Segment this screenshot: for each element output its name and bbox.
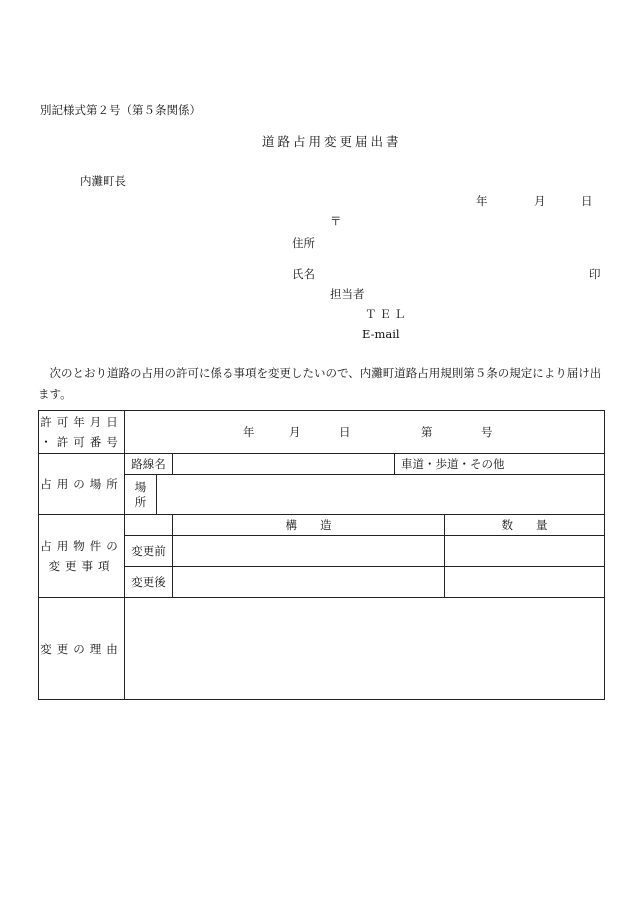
place-input[interactable] — [157, 475, 605, 515]
route-name-label: 路線名 — [125, 454, 173, 475]
structure-header: 構 造 — [173, 515, 445, 536]
permit-label-cell — [39, 411, 125, 454]
form-reference: 別記様式第２号（第５条関係） — [40, 103, 201, 117]
change-items-label-cell — [39, 515, 125, 598]
date-month-label: 月 — [534, 194, 546, 208]
change-label-line1: 占用物件の — [40, 539, 123, 553]
contact-person-label: 担当者 — [330, 287, 365, 301]
permit-month-label: 月 — [289, 425, 301, 439]
before-structure-input[interactable] — [173, 536, 445, 567]
address-label: 住所 — [292, 236, 315, 250]
email-label: E-mail — [362, 327, 400, 341]
date-day-label: 日 — [581, 194, 593, 208]
reason-label: 変更の理由 — [39, 598, 125, 700]
name-label: 氏名 — [292, 267, 315, 281]
tel-label: ＴＥＬ — [365, 307, 409, 321]
permit-no-suffix: 号 — [481, 425, 493, 439]
route-name-input[interactable] — [173, 454, 395, 475]
reason-input[interactable] — [125, 598, 605, 700]
body-paragraph: 次のとおり道路の占用の許可に係る事項を変更したいので、内灘町道路占用規則第５条の規定により届け出ます。 — [38, 366, 602, 401]
change-details-table — [38, 410, 605, 700]
change-header-row — [39, 515, 605, 536]
route-row — [39, 454, 605, 475]
before-quantity-input[interactable] — [445, 536, 605, 567]
permit-label-line2: ・許可番号 — [40, 435, 123, 449]
before-label: 変更前 — [125, 536, 173, 567]
quantity-header: 数 量 — [445, 515, 605, 536]
document-title: 道路占用変更届出書 — [262, 134, 402, 149]
postal-mark: 〒 — [330, 214, 342, 228]
reason-row — [39, 598, 605, 700]
date-year-label: 年 — [476, 194, 488, 208]
after-quantity-input[interactable] — [445, 567, 605, 598]
place-label: 場所 — [134, 479, 147, 509]
seal-mark: 印 — [589, 267, 601, 281]
place-label-cell — [125, 475, 157, 515]
location-label: 占用の場所 — [39, 454, 125, 515]
permit-row — [39, 411, 605, 454]
permit-label-line1: 許可年月日 — [40, 415, 123, 429]
after-structure-input[interactable] — [173, 567, 445, 598]
permit-year-label: 年 — [243, 425, 255, 439]
permit-value-cell[interactable] — [125, 411, 605, 454]
after-label: 変更後 — [125, 567, 173, 598]
addressee: 内灘町長 — [80, 174, 126, 188]
road-type-options[interactable]: 車道・歩道・その他 — [395, 454, 605, 475]
change-header-blank — [125, 515, 173, 536]
change-label-line2: 変更事項 — [48, 559, 115, 573]
permit-day-label: 日 — [339, 425, 351, 439]
permit-no-prefix: 第 — [421, 425, 433, 439]
